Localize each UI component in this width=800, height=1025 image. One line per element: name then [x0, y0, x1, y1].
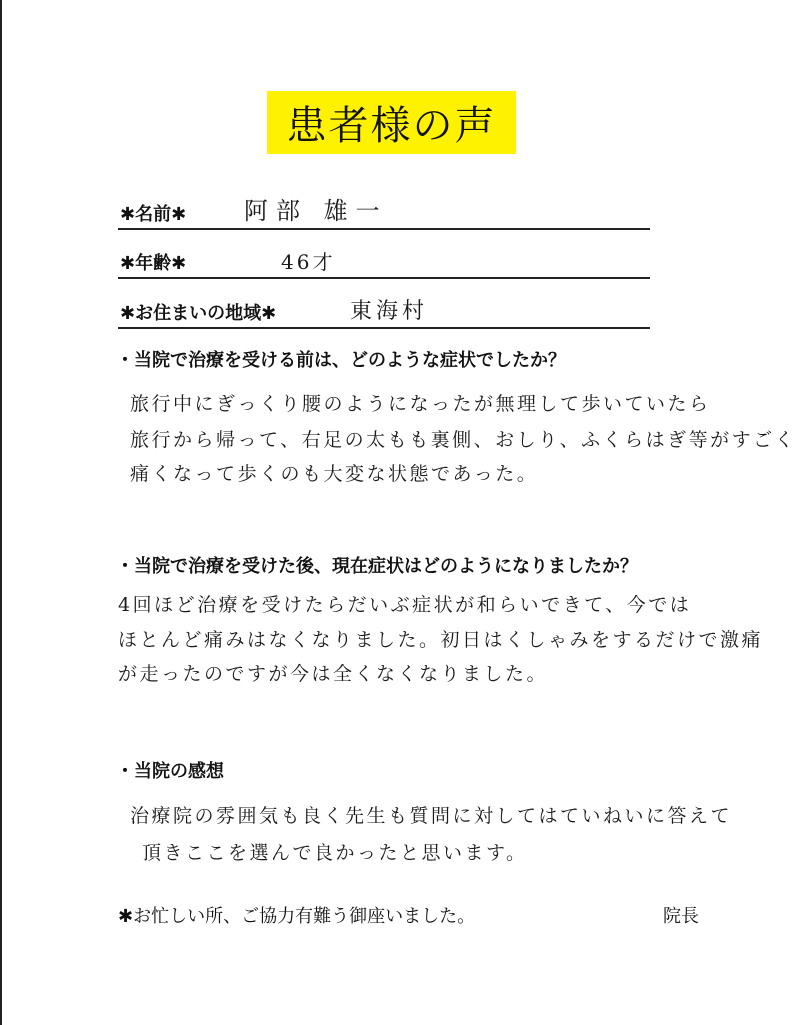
answer-line: 頂きここを選んで良かったと思います。: [142, 842, 528, 864]
name-field: [118, 188, 650, 230]
page-edge: [0, 0, 2, 1025]
answer-line: 4回ほど治療を受けたらだいぶ症状が和らいできて、今では: [118, 594, 692, 616]
area-value: 東海村: [350, 299, 429, 324]
area-label: ✱お住まいの地域✱: [120, 303, 277, 324]
name-label: ✱名前✱: [120, 204, 187, 225]
age-label: ✱年齢✱: [120, 253, 187, 274]
question-impression: ・当院の感想: [116, 761, 224, 782]
question-after: ・当院で治療を受けた後、現在症状はどのようになりましたか？: [116, 556, 638, 577]
answer-line: 旅行から帰って、右足の太もも裏側、おしり、ふくらはぎ等がすごく: [130, 429, 797, 451]
title-highlight: [267, 91, 516, 154]
answer-line: ほとんど痛みはなくなりました。初日はくしゃみをするだけで激痛: [118, 629, 764, 651]
name-value: 阿部 雄一: [244, 197, 388, 225]
page-title: 患者様の声: [286, 103, 497, 149]
age-value: 46才: [281, 250, 336, 274]
answer-line: 旅行中にぎっくり腰のようになったが無理して歩いていたら: [130, 393, 711, 415]
answer-line: が走ったのですが今は全くなくなりました。: [118, 663, 549, 685]
answer-line: 治療院の雰囲気も良く先生も質問に対してはていねいに答えて: [130, 805, 733, 827]
director-signature: 院長: [663, 906, 699, 927]
age-field: [118, 237, 650, 279]
question-before: ・当院で治療を受ける前は、どのような症状でしたか？: [116, 350, 566, 371]
answer-line: 痛くなって歩くのも大変な状態であった。: [130, 463, 539, 485]
area-field: [118, 287, 650, 329]
thanks-message: ✱お忙しい所、ご協力有難う御座いました。: [118, 906, 476, 927]
